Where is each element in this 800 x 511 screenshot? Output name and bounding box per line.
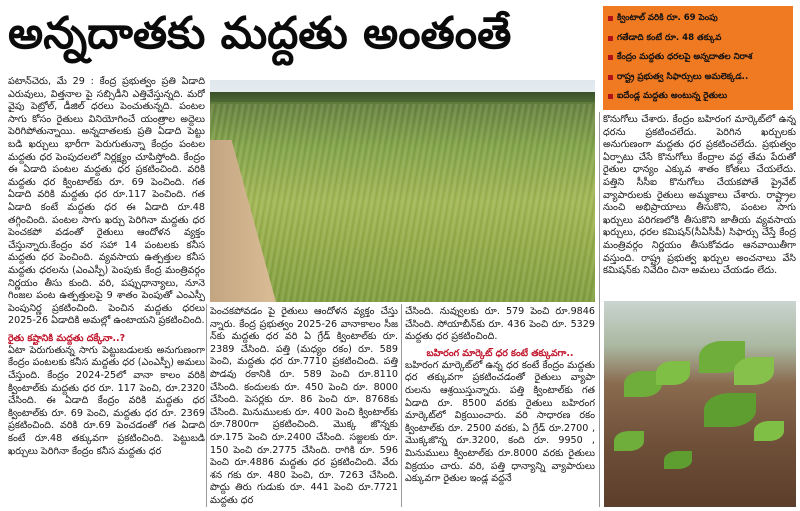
article-column-4 — [603, 114, 796, 298]
key-point: గతేడాది కంటే రూ. 48 తక్కువ — [607, 29, 789, 49]
column-4-body: కొనుగోలు చేశారు. కేంద్రం బహిరంగ మార్కెట్‌లో ఉన్న ధరను ప్రకటించలేదు. పెరిగిన ఖర్చులకు అనుగుణంగా మద్దతు ధర ప్రకటించలేదు. ప్రభుత్వం ఏర్పాటు చేసే కొనుగోలు కేంద్రాల వద్ద తేమ పేరుతో రైతుల ధాన్యం ఎక్కువ శాతం కోతలు చేయలేదు. పత్తిని సీసీఐ కొనుగోలు చేయకపోతే ప్రైవేట్ వ్యాపారులకు రైతులు అమ్మకాలు చేశారు. రాష్ట్రాల నుంచి అభిప్రాయాలు తీసుకొని, పంటల సాగు ఖర్చులు పరిగణలోకి తీసుకొని జాతీయ వ్యవసాయ ఖర్చులు, ధరల కమిషన్(సీఏసీపీ) సిఫార్సు చేస్తే కేంద్ర మంత్రివర్గం నిర్ణయం తీసుకోవడం ఆనవాయితీగా వస్తుంది. రాష్ట్ర ప్రభుత్వ ఖర్చుల అంచనాలు వేసి కమిషన్‌కు నివేదిం చినా అమలు చేయడం లేదు. — [603, 114, 796, 277]
column-1-body-2: ఏటా పెరుగుతున్న సాగు పెట్టుబడులకు అనుగుణంగా కేంద్రం పంటలకు కనీస మద్దతు ధర (ఎంఎస్పీ) అమలు చేస్తుంది. కేంద్రం 2024-25లో వానా కాలం వరికి క్వింటాల్‌కు మద్దతు ధర రూ. 117 పెంచి, రూ.2320 చేసింది. ఈ ఏడాది కేంద్రం వరికి మద్దతు ధర క్వింటాల్‌కు రూ. 69 పెంచి, మద్దతు ధర రూ. 2369 ప్రకటించింది. వరికి రూ.69 పెంచడంతో గత ఏడాది కంటే రూ.48 తక్కువగా ప్రకటించింది. పెట్టుబడి ఖర్చులు పెరిగినా కేంద్రం కనీస మద్దతు ధర — [8, 344, 205, 457]
key-point: క్వింటాల్ వరికి రూ. 69 పెంపు — [607, 9, 789, 29]
column-divider — [206, 304, 207, 507]
article-column-3 — [405, 306, 595, 507]
seedling-leaf — [614, 431, 644, 451]
key-point: రాష్ట్ర ప్రభుత్వ సిఫార్సులు అమలెక్కడ.. — [607, 68, 789, 88]
key-points-box — [603, 6, 793, 110]
key-point: కేంద్రం మద్దతు ధరలపై అన్నదాతల నిరాశ — [607, 48, 789, 68]
column-divider — [599, 112, 600, 507]
article-column-2 — [210, 306, 398, 507]
column-3-body: చేసింది. నువ్వులకు రూ. 579 పెంచి రూ.9846 చేసింది. సోయాబీన్‌కు రూ. 436 పెంచి రూ. 5329 మద్దతు ధర ప్రకటించింది. — [405, 306, 595, 343]
paddy-field-photo — [210, 80, 595, 302]
treeline — [210, 92, 595, 102]
column-divider — [401, 304, 402, 507]
seedling-leaf — [656, 361, 690, 385]
seedling-leaf — [664, 451, 692, 469]
column-2-body: పెంచకపోవడం పై రైతులు ఆందోళన వ్యక్తం చేస్తు న్నారు. కేంద్ర ప్రభుత్వం 2025-26 వానాకాలం సీజ న్‌కు మద్దతు ధర వరి ఏ గ్రేడ్ క్వింటాల్‌కు రూ. 2389 చేసింది. పత్తి (మధ్యం రకం) రూ. 589 పెంచి, మద్దతు ధర రూ.7710 ప్రకటించింది. పత్తి పొడవు రకానికి రూ. 589 పెంచి రూ.8110 చేసింది. కందులకు రూ. 450 పెంచి రూ. 8000 చేసింది. పెసర్లకు రూ. 86 పెంచి రూ. 8768కు చేసింది. మినుములకు రూ. 400 పెంచి క్వింటాల్‌కు రూ.7800గా ప్రకటించింది. మొక్క జొన్నకు రూ.175 పెంచి రూ.2400 చేసింది. సజ్జలకు రూ. 150 పెంచి రూ.2775 చేసింది. రాగికి రూ. 596 పెంచి రూ.4886 మద్దతు ధర ప్రకటించింది. వేరు శన గకు రూ. 480 పెంచి, రూ. 7263 చేసింది. పొద్దు తిరు గుడుకు రూ. 441 పెంచి రూ.7721 మద్దతు ధర — [210, 306, 398, 506]
column-1-subhead: రైతు కష్టానికి మద్దతు దక్కేనా..? — [8, 332, 126, 344]
column-3-subhead: బహిరంగ మార్కెట్ ధర కంటే తక్కువగా.. — [426, 347, 574, 359]
seedling-leaf — [754, 421, 784, 441]
key-point: ఐదేండ్ల మద్దతు అంటున్న రైతులు — [607, 87, 789, 107]
column-1-body: పటాన్‌చెరు, మే 29 : కేంద్ర ప్రభుత్వం ప్రతి ఏడాది ఎరువులు, విత్తనాల పై సబ్సిడీని ఎత్తివేస్తున్నది. మరో వైపు పెట్రోల్, డీజిల్ ధరలు పెంచుతున్నది. పంటల సాగు కోసం రైతులు వినియోగించే యంత్రాల అద్దెలు పెరిగిపోతున్నాయి. అన్నదాతలకు ప్రతి ఏడాది పెట్టు బడి ఖర్చులు భారీగా పెరుగుతున్నా కేంద్రం పంటల మద్దతు ధర పెంపుదలలో నిర్లక్ష్యం చూపిస్తోంది. కేంద్రం ఈ ఏడాది పంటల మద్దతు ధర ప్రకటించింది. వరికి మద్దతు ధర క్వింటాల్‌కు రూ. 69 పెంచింది. గత ఏడాది వరికి మద్దతు ధర రూ.117 పెంచింది. గత ఏడాది కంటే మద్దతు ధర ఈ ఏడాది రూ.48 తగ్గించింది. పంటల సాగు ఖర్చు పెరిగినా మద్దతు ధర పెంచకపో వడంతో రైతులు ఆందోళన వ్యక్తం చేస్తున్నారు.కేంద్రం వర సహా 14 పంటలకు కనీస మద్దతు ధర పెంచింది. వ్యవసాయ ఉత్పత్తుల కనీస మద్దతు ధరలను (ఎంఎస్పీ) పెంపుకు కేంద్ర మంత్రివర్గం నిర్ణయం తీసు కుంది. వరి, పప్పుధాన్యాలు, నూనె గింజల పంట ఉత్పత్తులపై 9 శాతం పెంపుతో ఎంఎస్పీ పెంపునిర్ణ ప్రకటించింది. పెంచిన మద్దతు ధరలు 2025-26 ఏడాదికి అమల్లో ఉంటాయని ప్రకటించింది. — [8, 76, 205, 327]
seedling-leaf — [704, 393, 756, 427]
column-3-body-2: బహిరంగ మార్కెట్‌లో ఉన్న ధర కంటే కేంద్రం మద్దతు ధర తక్కువగా ప్రకటించడంతో రైతులు వ్యాపా రులను ఆశ్రయిస్తున్నారు. పత్తి క్వింటాల్‌కు గత ఏడాది రూ. 8500 వరకు రైతులు బహిరంగ మార్కెట్‌లో విక్రయించారు. వరి సాధారణ రకం క్వింటాల్‌కు రూ. 2500 వరకు, ఏ గ్రేడ్ రూ.2700 , మొక్కజొన్న రూ.3200, కంది రూ. 9950 , మినుములు క్వింటాల్‌కు రూ.8000 వరకు రైతులు విక్రయం చారు. వరి, పత్తి ధాన్యాన్ని వ్యాపారులు ఎక్కువగా రైతుల ఇండ్ల వద్దనే — [405, 359, 595, 485]
cotton-seedlings-photo — [604, 301, 796, 507]
article-column-1 — [8, 76, 205, 507]
seedling-leaf — [734, 357, 774, 385]
headline: అన్నదాతకు మద్దతు అంతంతే — [8, 8, 512, 59]
